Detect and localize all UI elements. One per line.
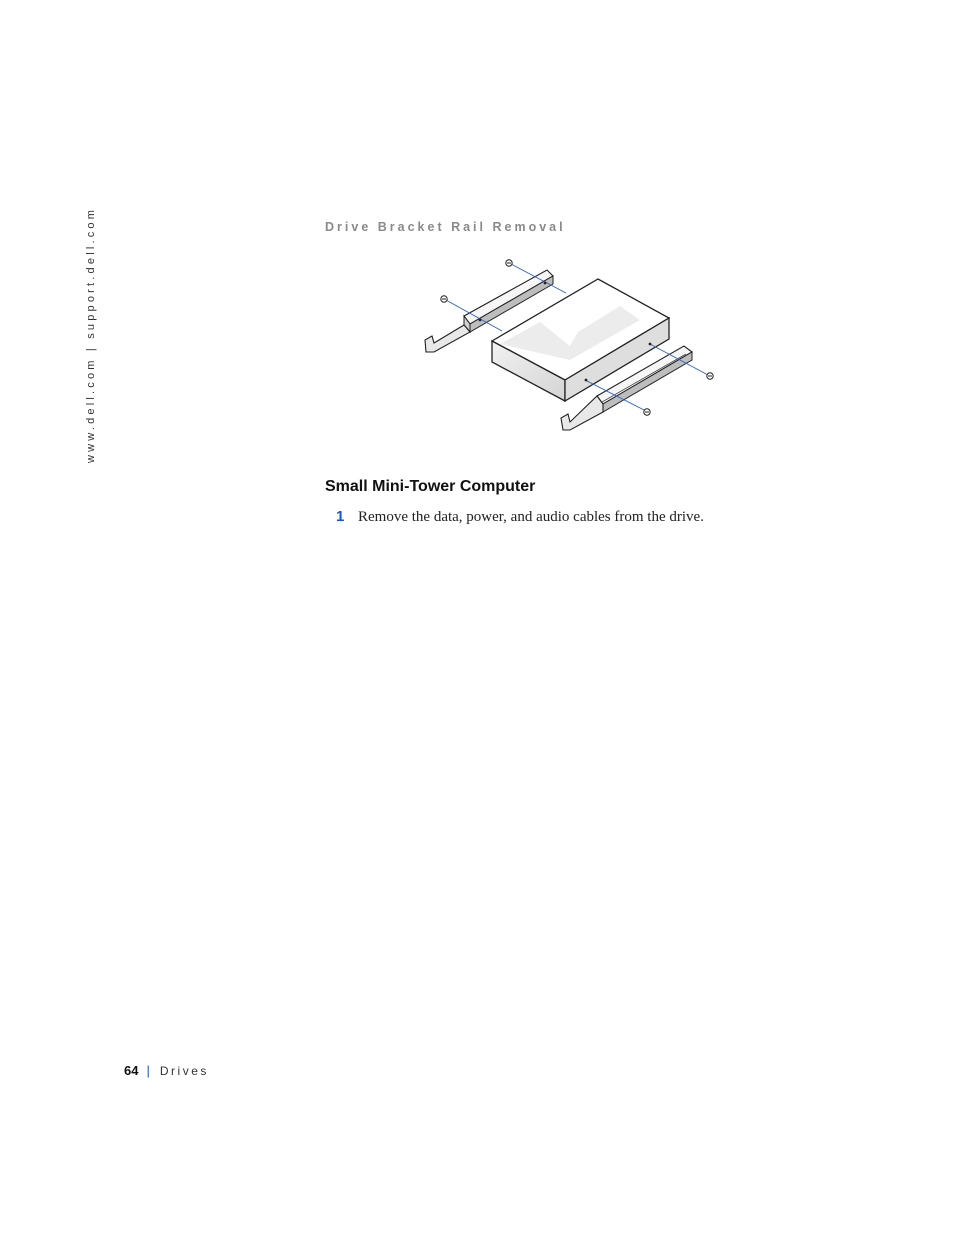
footer-section-name: Drives <box>159 1064 209 1078</box>
page-number: 64 <box>124 1063 139 1078</box>
side-url: www.dell.com | support.dell.com <box>85 206 97 463</box>
step-text: Remove the data, power, and audio cables from the drive. <box>358 509 704 525</box>
section-title: Small Mini-Tower Computer <box>325 478 536 495</box>
drive-bracket-illustration <box>420 255 720 435</box>
page-footer <box>124 1062 209 1080</box>
figure-caption: Drive Bracket Rail Removal <box>325 220 566 234</box>
step-number: 1 <box>336 508 345 525</box>
footer-separator: | <box>146 1063 150 1078</box>
step-item <box>336 508 704 526</box>
